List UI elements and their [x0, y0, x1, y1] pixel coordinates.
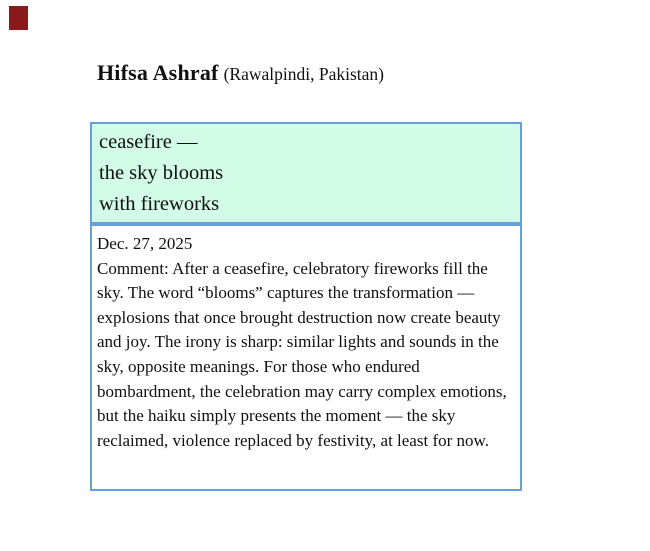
haiku-line-3: with fireworks [99, 193, 220, 215]
author-name: Hifsa Ashraf [97, 60, 219, 85]
comment-date: Dec. 27, 2025 [97, 234, 193, 253]
haiku-line-2: the sky blooms [99, 162, 224, 184]
haiku-box [90, 122, 522, 224]
comment-box [90, 224, 522, 491]
red-square-marker [9, 6, 28, 30]
author-location: (Rawalpindi, Pakistan) [223, 64, 384, 84]
author-header [97, 60, 384, 86]
haiku-line-1: ceasefire — [99, 131, 198, 153]
comment-text: Comment: After a ceasefire, celebratory fireworks fill the sky. The word “blooms” captures the transformation — explosions that once brought destruction now create beauty and joy. The irony is sharp: similar lights and sounds in the sky, opposite meanings. For those who endured bombardment, the celebration may carry complex emotions, but the haiku simply presents the moment — the sky reclaimed, violence replaced by festivity, at least for now. [97, 258, 507, 450]
